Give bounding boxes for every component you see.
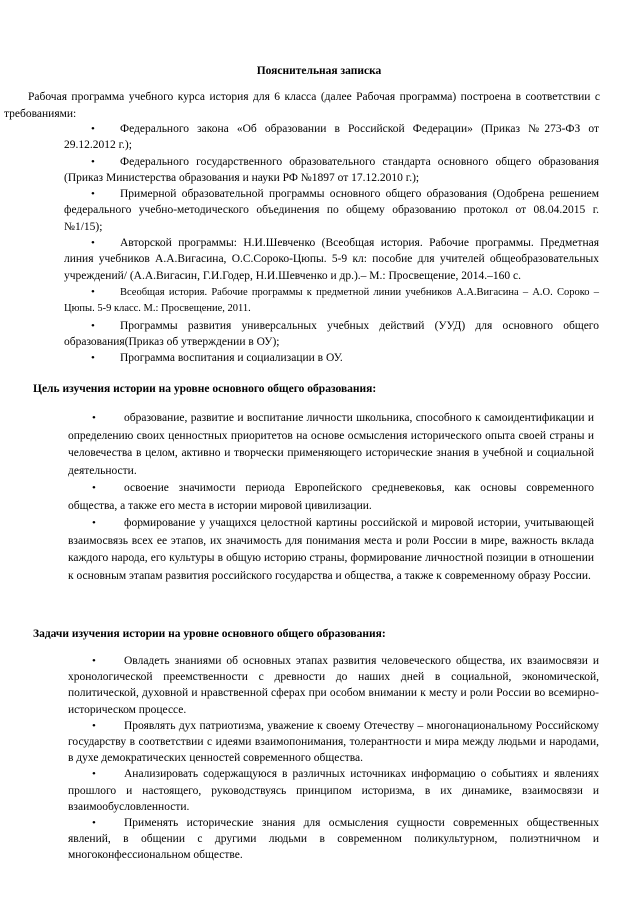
intro-paragraph: Рабочая программа учебного курса история для 6 класса (далее Рабочая программа) построена в соответствии с требованиями: — [4, 91, 600, 120]
list-item-text: Примерной образовательной программы основного общего образования (Одобрена решением федерального учебно-методического объединения по общему образованию протокол от 08.04.2015 г. №1/15); — [64, 188, 599, 233]
list-item-text: Федерального государственного образовательного стандарта основного общего образования (Приказ Министерства образования и науки РФ №1897 от 17.12.2010 г.); — [64, 155, 599, 184]
tasks-list — [68, 653, 599, 864]
list-item — [64, 350, 599, 366]
bullet-icon: • — [91, 155, 95, 168]
list-item-text: формирование у учащихся целостной картины российской и мировой истории, учитывающей взаимосвязь всех ее этапов, их значимость для понимания места и роли России в мире, важность вклада каждого народа, его культуры в общую историю страны, формирование личностной позиции в отношении к основным этапам развития российского государства и общества, а также к современному образу России. — [68, 517, 594, 582]
bullet-icon: • — [92, 817, 96, 830]
goals-list — [68, 410, 594, 585]
list-item-text: Программа воспитания и социализации в ОУ. — [120, 352, 343, 365]
bullet-icon: • — [92, 517, 96, 529]
bullet-icon: • — [92, 482, 96, 494]
list-item — [68, 515, 594, 585]
list-item — [64, 318, 599, 351]
bullet-icon: • — [91, 319, 95, 332]
bullet-icon: • — [92, 719, 96, 732]
bullet-icon: • — [91, 352, 95, 365]
list-item — [68, 653, 599, 718]
document-title: Пояснительная записка — [256, 65, 382, 77]
list-item-text: Авторской программы: Н.И.Шевченко (Всеобщая история. Рабочие программы. Предметная линия учебников А.А.Вигасина, О.С.Сороко-Цюпы. 5-9 кл: пособие для учителей общеобразовательных учреждений/ (А.А.Вигасин, Г.И.Годер, Н.И.Шевченко и др.).– М.: Просвещение, 2014.–160 с. — [64, 237, 599, 282]
requirements-list — [64, 121, 599, 366]
list-item-text: Применять исторические знания для осмысления сущности современных общественных явлений, в общении с другими людьми в современном поликультурном, полиэтничном и многоконфессиональном обществе. — [68, 817, 599, 862]
list-item-text: освоение значимости периода Европейского средневековья, как основы современного общества, а также его места в истории мировой цивилизации. — [68, 482, 594, 512]
bullet-icon: • — [91, 123, 95, 135]
list-item — [68, 766, 599, 815]
list-item-text: образование, развитие и воспитание личности школьника, способного к самоидентификации и определению своих ценностных приоритетов на основе осмысления исторического опыта своей страны и человечества в целом, активно и творчески применяющего исторические знания в учебной и социальной деятельности. — [68, 412, 594, 477]
bullet-icon: • — [91, 237, 95, 250]
list-item — [64, 121, 599, 154]
list-item-text: Программы развития универсальных учебных действий (УУД) для основного общего образования(Приказ об утверждении в ОУ); — [64, 319, 599, 348]
list-item — [68, 815, 599, 864]
bullet-icon: • — [92, 412, 96, 424]
list-item — [64, 235, 599, 284]
tasks-heading: Задачи изучения истории на уровне основного общего образования: — [33, 628, 386, 640]
list-item — [68, 480, 594, 515]
goals-heading: Цель изучения истории на уровне основного общего образования: — [33, 383, 377, 395]
list-item — [68, 410, 594, 480]
list-item-text: Проявлять дух патриотизма, уважение к своему Отечеству – многонациональному Российскому государству в соответствии с идеями взаимопонимания, толерантности и мира между людьми и народами, в духе демократических ценностей современного общества. — [68, 719, 599, 765]
list-item-text: Овладеть знаниями об основных этапах развития человеческого общества, их взаимосвязи и хронологической преемственности с древности до наших дней в социальной, экономической, политической, духовной и нравственной сферах при особом внимании к месту и роли России во всемирно-историческом процессе. — [68, 655, 599, 716]
list-item-text: Федерального закона «Об образовании в Российской Федерации» (Приказ №273-ФЗ от 29.12.2012 г.); — [64, 123, 599, 152]
bullet-icon: • — [92, 655, 96, 667]
list-item-text: Анализировать содержащуюся в различных источниках информацию о событиях и явлениях прошлого и настоящего, руководствуясь принципом историзма, в их динамике, взаимосвязи и взаимообусловленности. — [68, 768, 599, 813]
bullet-icon: • — [92, 768, 96, 781]
list-item — [64, 186, 599, 235]
list-item — [68, 718, 599, 767]
bullet-icon: • — [91, 188, 95, 201]
list-item — [64, 284, 599, 318]
list-item — [64, 154, 599, 187]
bullet-icon: • — [91, 285, 95, 298]
list-item-text: Всеобщая история. Рабочие программы к предметной линии учебников А.А.Вигасина – А.О. Сороко – Цюпы. 5-9 класс. М.: Просвещение, 2011. — [64, 286, 599, 315]
